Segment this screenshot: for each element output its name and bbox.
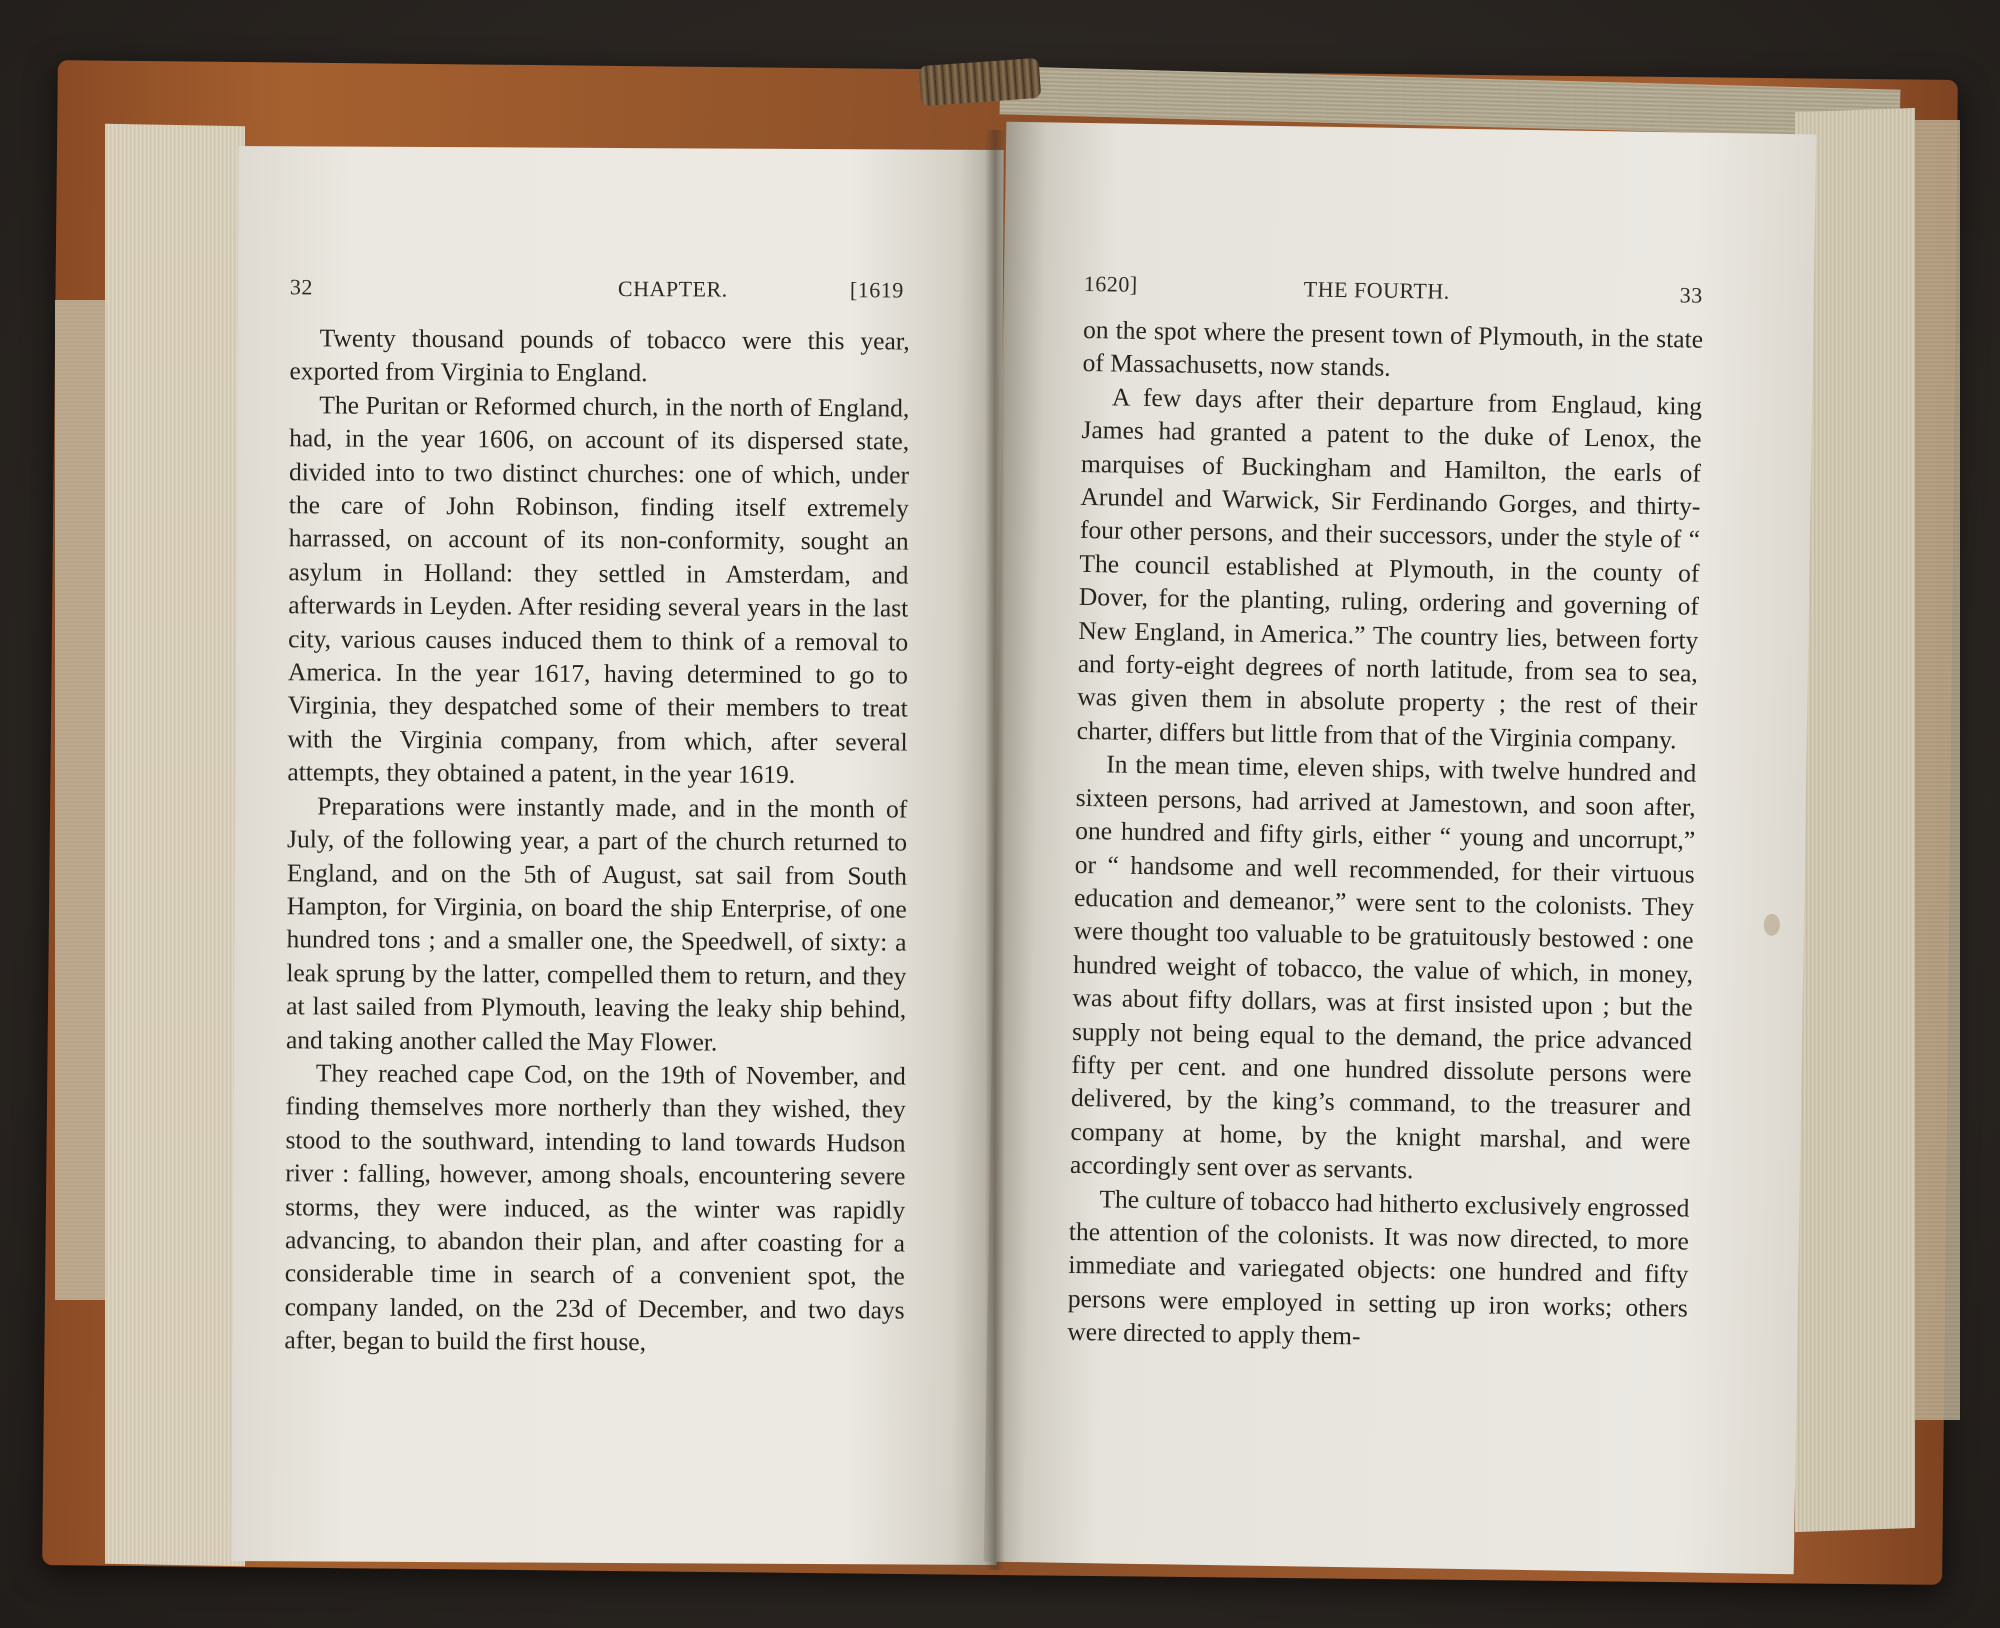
book-gutter [985, 130, 1005, 1570]
right-paragraph-1: on the spot where the present town of Plymouth, in the state of Massachusetts, now stands. [1082, 314, 1704, 383]
left-paragraph-1: Twenty thousand pounds of tobacco were this year, exported from Virginia to England. [289, 323, 910, 388]
right-page [984, 122, 1817, 1575]
left-paragraph-2: The Puritan or Reformed church, in the north of England, had, in the year 1606, on account of its dispersed state, divided into to two distinct churches: one of which, under the care of John Robinson, finding itself extremely harrassed, on account of its non-conformity, sought an asylum in Holland: they settled in Amsterdam, and afterwards in Leyden. After residing several years in the last city, various causes induced them to think of a removal to America. In the year 1617, having determined to go to Virginia, they despatched some of their members to treat with the Virginia company, from which, after several attempts, they obtained a patent, in the year 1619. [287, 390, 910, 790]
right-body-text [1067, 313, 1703, 1358]
left-paragraph-4: They reached cape Cod, on the 19th of November, and finding themselves more northerly than they wished, they stood to the southward, intending to land towards Hudson river : falling, however, among shoals, encountering severe storms, they were induced, as the winter was rapidly advancing, to abandon their plan, and after coasting for a considerable time in search of a convenient spot, the company landed, on the 23d of December, and two days after, began to build the first house, [284, 1058, 906, 1357]
right-paragraph-3: In the mean time, eleven ships, with twelve hundred and sixteen persons, had arrived at Jamestown, and soon after, one hundred and fifty girls, either “ young and uncorrupt,” or “ handsome and well recommended, for their virtuous education and demeanor,” were sent to the colonists. They were thought too valuable to be gratuitously bestowed : one hundred weight of tobacco, the value of which, in money, was about fifty dollars, was at first insisted upon ; but the supply not being equal to the demand, the price advanced fifty per cent. and one hundred dissolute persons were delivered, by the king’s command, to the treasurer and company at home, by the knight marshal, and were accordingly sent over as servants. [1069, 749, 1697, 1185]
left-year: [1619 [849, 277, 904, 303]
right-paragraph-4: The culture of tobacco had hitherto exclusively engrossed the attention of the colonists. It was now directed, to more immediate and variegated objects: one hundred and fifty persons were employed in setting up iron works; others were directed to apply them- [1067, 1183, 1690, 1351]
right-paragraph-2: A few days after their departure from Englaud, king James had granted a patent to the duke of Lenox, the marquises of Buckingham and Hamilton, the earls of Arundel and Warwick, Sir Ferdinando Gorges, and thirty-four other persons, and their successors, under the style of “ The council established at Plymouth, in the county of Dover, for the planting, ruling, ordering and governing of New England, in America.” The country lies, between forty and forty-eight degrees of north latitude, from sea to sea, was given them in absolute property ; the rest of their charter, differs but little from that of the Virginia company. [1076, 382, 1703, 755]
left-page [231, 146, 1003, 1565]
left-page-number: 32 [289, 274, 314, 300]
right-running-title: THE FOURTH. [1303, 276, 1450, 304]
cover-cloth-right [1915, 120, 1960, 1420]
left-body-text [284, 321, 909, 1360]
right-year: 1620] [1083, 270, 1138, 297]
left-paragraph-3: Preparations were instantly made, and in the month of July, of the following year, a part of the church returned to England, and on the 5th of August, sat sail from South Hampton, for Virginia, on board the ship Enterprise, of one hundred tons ; and a smaller one, the Speedwell, of sixty: a leak sprung by the latter, compelled them to return, and they at last sailed from Plymouth, leaving the leaky ship behind, and taking another called the May Flower. [285, 791, 908, 1057]
page-edges-left [105, 124, 245, 1566]
page-stain [1764, 914, 1780, 936]
headband [919, 58, 1041, 106]
cover-cloth-left [55, 300, 110, 1300]
left-running-title: CHAPTER. [617, 275, 728, 302]
right-page-number: 33 [1679, 282, 1703, 308]
